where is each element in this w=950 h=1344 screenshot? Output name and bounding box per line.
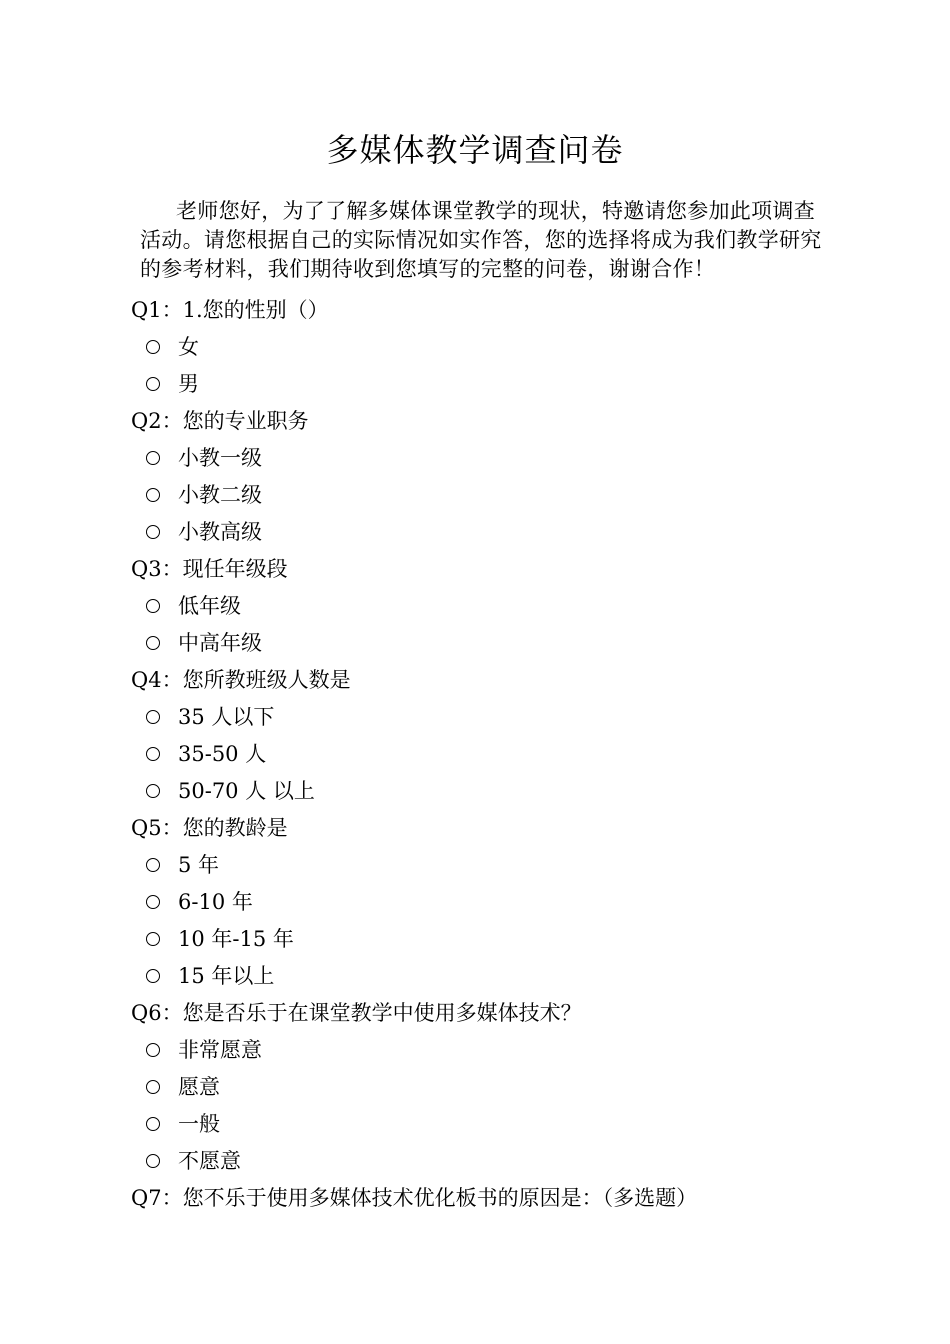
- option-label: 中高年级: [178, 631, 262, 655]
- option-label: 女: [178, 335, 199, 359]
- radio-option[interactable]: [131, 1106, 831, 1143]
- radio-option[interactable]: [131, 440, 831, 477]
- radio-circle-icon[interactable]: [146, 747, 160, 761]
- radio-circle-icon[interactable]: [146, 710, 160, 724]
- radio-circle-icon[interactable]: [146, 1154, 160, 1168]
- question-label: Q4：您所教班级人数是: [131, 668, 351, 692]
- radio-circle-icon[interactable]: [146, 1080, 160, 1094]
- option-label: 小教高级: [178, 520, 262, 544]
- option-list: [131, 847, 831, 995]
- radio-circle-icon[interactable]: [146, 488, 160, 502]
- option-list: [131, 1032, 831, 1180]
- radio-option[interactable]: [131, 1032, 831, 1069]
- option-list: [131, 699, 831, 810]
- question-label: Q2：您的专业职务: [131, 409, 309, 433]
- option-label: 小教二级: [178, 483, 262, 507]
- option-list: [131, 440, 831, 551]
- radio-option[interactable]: [131, 736, 831, 773]
- question-label: Q7：您不乐于使用多媒体技术优化板书的原因是：（多选题）: [131, 1186, 698, 1210]
- radio-option[interactable]: [131, 1069, 831, 1106]
- option-list: [131, 329, 831, 403]
- option-label: 低年级: [178, 594, 241, 618]
- question-label: Q6：您是否乐于在课堂教学中使用多媒体技术？: [131, 1001, 582, 1025]
- radio-circle-icon[interactable]: [146, 858, 160, 872]
- radio-option[interactable]: [131, 514, 831, 551]
- radio-circle-icon[interactable]: [146, 969, 160, 983]
- radio-circle-icon[interactable]: [146, 1117, 160, 1131]
- option-label: 男: [178, 372, 199, 396]
- radio-option[interactable]: [131, 921, 831, 958]
- radio-option[interactable]: [131, 773, 831, 810]
- option-list: [131, 588, 831, 662]
- question-label: Q5：您的教龄是: [131, 816, 288, 840]
- option-label: 非常愿意: [178, 1038, 262, 1062]
- option-label: 不愿意: [178, 1149, 241, 1173]
- option-label: 35 人以下: [178, 705, 275, 729]
- radio-circle-icon[interactable]: [146, 525, 160, 539]
- question-q5: [131, 810, 831, 995]
- radio-option[interactable]: [131, 884, 831, 921]
- option-label: 50-70 人 以上: [178, 779, 315, 803]
- option-label: 小教一级: [178, 446, 262, 470]
- radio-option[interactable]: [131, 477, 831, 514]
- radio-option[interactable]: [131, 588, 831, 625]
- question-label: Q1：1.您的性别（）: [131, 298, 329, 322]
- question-q1: [131, 292, 831, 403]
- radio-option[interactable]: [131, 625, 831, 662]
- survey-title: 多媒体教学调查问卷: [326, 131, 624, 169]
- question-list: [131, 292, 831, 1217]
- question-q3: [131, 551, 831, 662]
- survey-intro: 老师您好，为了了解多媒体课堂教学的现状，特邀请您参加此项调查活动。请您根据自己的实际情况如实作答，您的选择将成为我们教学研究的参考材料，我们期待收到您填写的完整的问卷，谢谢合作！: [140, 199, 822, 281]
- radio-option[interactable]: [131, 847, 831, 884]
- radio-option[interactable]: [131, 1143, 831, 1180]
- question-q7: [131, 1180, 831, 1217]
- radio-circle-icon[interactable]: [146, 1043, 160, 1057]
- question-label: Q3：现任年级段: [131, 557, 288, 581]
- radio-option[interactable]: [131, 958, 831, 995]
- option-label: 6-10 年: [178, 890, 253, 914]
- radio-circle-icon[interactable]: [146, 599, 160, 613]
- option-label: 一般: [178, 1112, 220, 1136]
- radio-option[interactable]: [131, 366, 831, 403]
- radio-option[interactable]: [131, 329, 831, 366]
- radio-circle-icon[interactable]: [146, 451, 160, 465]
- radio-circle-icon[interactable]: [146, 377, 160, 391]
- radio-option[interactable]: [131, 699, 831, 736]
- question-q2: [131, 403, 831, 551]
- option-label: 35-50 人: [178, 742, 267, 766]
- radio-circle-icon[interactable]: [146, 932, 160, 946]
- option-label: 5 年: [178, 853, 220, 877]
- radio-circle-icon[interactable]: [146, 784, 160, 798]
- radio-circle-icon[interactable]: [146, 340, 160, 354]
- radio-circle-icon[interactable]: [146, 636, 160, 650]
- question-q4: [131, 662, 831, 810]
- radio-circle-icon[interactable]: [146, 895, 160, 909]
- option-label: 15 年以上: [178, 964, 275, 988]
- option-label: 愿意: [178, 1075, 220, 1099]
- question-q6: [131, 995, 831, 1180]
- option-label: 10 年-15 年: [178, 927, 294, 951]
